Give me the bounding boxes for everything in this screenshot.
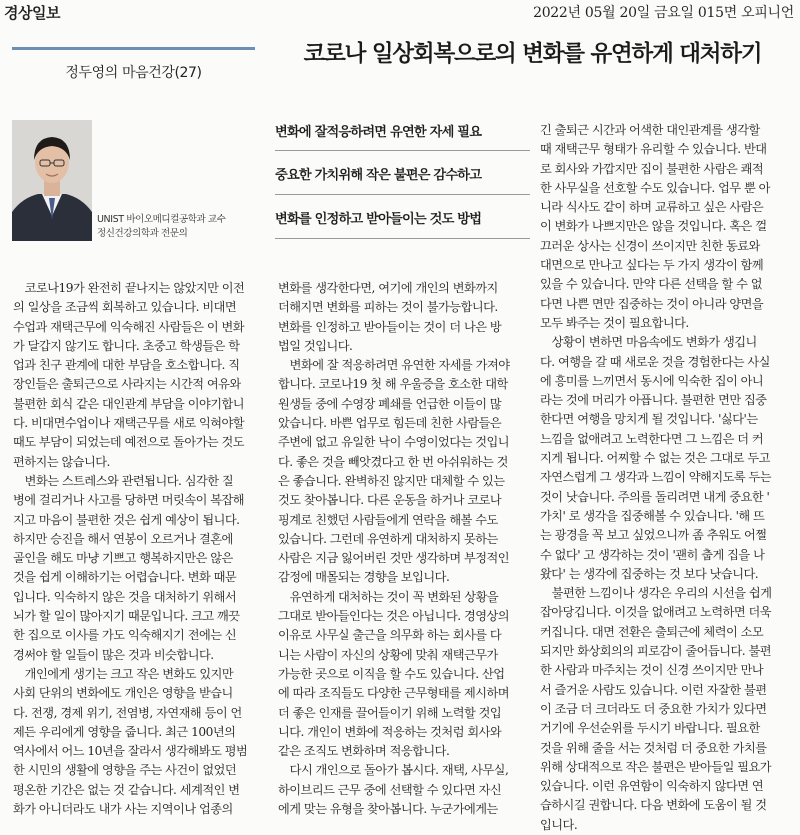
subheading-2: 중요한 가치위해 작은 불편은 감수하고 [275,168,482,183]
article-text-line: 가 달갑지 않기도 합니다. 초중고 학생들은 학 [13,338,240,353]
article-text-line: 장인들은 출퇴근으로 사라지는 시간적 여유와 [13,377,241,392]
subheading-divider [275,238,530,239]
article-text-line: 핑계로 친했던 사람들에게 연락을 해볼 수도 [278,512,498,527]
article-text-line: 았습니다. 바쁜 업무로 힘든데 친한 사람들은 [278,416,502,431]
article-text-line: 합니다. 코로나19 첫 해 우울증을 호소한 대학 [278,377,508,392]
article-text-line: 편하지는 않습니다. [13,454,110,469]
article-text-line: 한 집으로 이사를 가도 익숙해지기 전에는 신 [13,628,237,643]
article-text-line: 때도 부담이 되었는데 예전으로 돌아가는 것도 [13,435,245,450]
article-column-3 [540,121,793,835]
article-text-line: 것도 찾아봅니다. 다른 운동을 하거나 코로나 [278,493,502,508]
article-text-line: 한 사무실을 선호할 수도 있습니다. 업무 뿐 아 [540,180,770,195]
article-text-line: 그대로 받아들인다는 것은 아닙니다. 경영상의 [278,609,510,624]
article-text-line: 로 회사와 가깝지만 집이 불편한 사람은 쾌적 [540,161,764,176]
article-text-line: 지게 됩니다. 어찌할 수 없는 것은 그대로 두고 [540,451,770,466]
article-text-line: 이 조금 더 크더라도 더 중요한 가치가 있다면 [540,701,767,716]
article-text-line: 변화는 스트레스와 관련됩니다. 심각한 질 [13,473,234,488]
article-text-line: 개인에게 생기는 크고 작은 변화도 있지만 [13,666,234,681]
article-text-line: 하지만 승진을 해서 연봉이 오르거나 결혼에 [13,531,233,546]
article-text-line: 감정에 매몰되는 경향을 보입니다. [278,570,450,585]
article-text-line: 때 재택근무 형태가 유리할 수 있습니다. 반대 [540,142,767,157]
article-text-line: 에 따라 조직들도 다양한 근무형태를 제시하며 [278,686,510,701]
article-text-line: 입니다. 익숙하지 않은 것을 대처하기 위해서 [13,589,237,604]
column-title: 정두영의 마음건강(27) [65,65,202,81]
article-text-line: 이 변화가 나쁘지만은 않을 것입니다. 혹은 껄 [540,219,767,234]
article-text-line: 변화를 생각한다면, 여기에 개인의 변화까지 [278,281,498,295]
author-specialty: 정신건강의학과 전문의 [97,228,188,239]
article-text-line: 업과 친구 관계에 대한 부담을 호소합니다. 직 [13,358,240,373]
article-text-line: 습하시길 권합니다. 다음 변화에 도움이 될 것 [540,798,767,813]
article-text-line: 불편한 느낌이나 생각은 우리의 시선을 쉽게 [540,586,772,601]
article-text-line: 원생들 중에 수영장 폐쇄를 언급한 이들이 많 [278,396,502,411]
article-text-line: 유연하게 대처하는 것이 꼭 변화된 상황을 [278,589,499,604]
article-text-line: 변화를 인정하고 받아들이는 것이 더 나은 방 [278,319,502,334]
article-text-line: 긴 출퇴근 시간과 어색한 대인관계를 생각할 [540,123,760,137]
article-text-line: 상황이 변하면 마음속에도 변화가 생깁니 [540,335,757,350]
article-text-line: 하이브리드 근무 중에 선택할 수 있다면 자신 [278,782,502,797]
article-text-line: 다면 나쁜 면만 집중하는 것이 아니라 양면을 [540,296,764,311]
article-text-line: 평온한 기간은 없는 것 같습니다. 세계적인 변 [13,782,240,797]
article-text-line: 경써야 할 일들이 많은 것과 비슷합니다. [13,647,214,662]
article-text-line: 지고 마음이 불편한 것은 쉽게 예상이 됩니다. [13,512,240,527]
article-text-line: 법일 것입니다. [278,338,353,353]
article-text-line: 뇌가 할 일이 많아지기 때문입니다. 크고 깨끗 [13,609,240,624]
article-text-line: 이유로 사무실 출근을 의무화 하는 회사를 다 [278,628,502,643]
article-text-line: 것을 위해 줄을 서는 것처럼 더 중요한 가치를 [540,740,767,755]
article-text-line: 라는 것에 머리가 아픕니다. 불편한 면만 집중 [540,393,767,408]
author-photo [12,120,92,241]
article-text-line: 잡아당깁니다. 이것을 없애려고 노력하면 더욱 [540,605,772,620]
article-text-line: 화가 아니더라도 내가 사는 지역이나 업종의 [13,802,233,817]
article-text-line: 가능한 곳으로 이직을 할 수도 있습니다. 산업 [278,666,505,681]
article-text-line: 다. 전쟁, 경제 위기, 전염병, 자연재해 등이 언 [13,705,242,720]
article-text-line: 변화에 잘 적응하려면 유연한 자세를 가져야 [278,358,510,373]
article-text-line: 다. 여행을 갈 때 새로운 것을 경험한다는 사실 [540,354,770,369]
article-text-line: 사회 단위의 변화에도 개인은 영향을 받습니 [13,686,233,701]
article-text-line: 불편한 회식 같은 대인관계 부담을 이야기합니 [13,396,245,411]
author-portrait-image [12,120,92,241]
subheading-divider [275,150,530,151]
article-text-line: 서 즐거운 사람도 있습니다. 이런 자잘한 불편 [540,682,767,697]
article-text-line: 병에 걸리거나 사고를 당하면 머릿속이 복잡해 [13,493,245,508]
article-text-line: 위해 상대적으로 작은 불편은 받아들일 필요가 [540,759,772,774]
article-text-line: 다. 좋은 것을 빼앗겼다고 한 번 아쉬워하는 것 [278,454,508,469]
article-text-line: 있습니다. 이런 유연함이 익숙하지 않다면 연 [540,779,764,794]
article-text-line: 자연스럽게 그 생각과 느낌이 약해지도록 두는 [540,470,772,485]
article-text-line: 더해지면 변화를 피하는 것이 불가능합니다. [278,300,498,315]
article-text-line: 주변에 없고 유일한 낙이 수영이었다는 것입니 [278,435,510,450]
subheading-3: 변화를 인정하고 받아들이는 것도 방법 [275,212,482,227]
article-text-line: 있습니다. 그런데 유연하게 대처하지 못하는 [278,531,498,546]
article-text-line: 제든 우리에게 영향을 줍니다. 최근 100년의 [13,724,236,739]
article-text-line: 한 시민의 생활에 영향을 주는 사건이 없었던 [13,763,237,778]
article-text-line: 거기에 우선순위를 두시기 바랍니다. 필요한 [540,721,760,736]
article-text-line: 것이 낫습니다. 주의를 돌리려면 내게 중요한 ' [540,489,770,504]
article-text-line: 의 일상을 조금씩 회복하고 있습니다. 비대면 [13,300,237,315]
article-text-line: 가치' 로 생각을 집중해볼 수 있습니다. '해 뜨 [540,508,765,523]
article-text-line: 한 사람과 마주치는 것이 신경 쓰이지만 만나 [540,663,764,678]
dateline: 2022년 05월 20일 금요일 015면 오피니언 [533,5,794,21]
article-text-line: 끄러운 상사는 신경이 쓰이지만 친한 동료와 [540,238,760,253]
article-text-line: 커집니다. 대면 전환은 출퇴근에 체력이 소모 [540,624,764,639]
article-text-line: 한다면 여행을 망치게 될 것입니다. '싫다'는 [540,412,758,427]
article-text-line: 다. 비대면수업이나 재택근무를 새로 익혀야할 [13,416,245,431]
article-text-line: 코로나19가 완전히 끝나지는 않았지만 이전 [13,281,245,295]
article-text-line: 왔다' 는 생각에 집중하는 것 보다 낫습니다. [540,566,759,581]
article-text-line: 역사에서 어느 10년을 잘라서 생각해봐도 평범 [13,744,248,759]
article-text-line: 되지만 화상회의의 피로감이 줄어듭니다. 불편 [540,644,772,659]
article-text-line: 대면으로 만나고 싶다는 두 가지 생각이 함께 [540,258,764,273]
article-column-2 [278,279,527,819]
article-text-line: 는 광경을 꼭 보고 싶었으니까 좀 추워도 어쩔 [540,528,767,543]
article-text-line: 모두 봐주는 것이 필요합니다. [540,315,689,330]
article-text-line: 더 좋은 인재를 끌어들이기 위해 노력할 것입 [278,705,502,720]
article-text-line: 니는 사람이 자신의 상황에 맞춰 재택근무가 [278,647,498,662]
article-text-line: 에게 맞는 유형을 찾아봅니다. 누군가에게는 [278,802,498,817]
article-text-line: 입니다. [540,817,578,832]
article-text-line: 느낌을 없애려고 노력한다면 그 느낌은 더 커 [540,431,764,446]
column-title-rule [12,47,255,50]
article-text-line: 골인을 해도 마냥 기쁘고 행복하지만은 않은 [13,551,233,566]
article-headline: 코로나 일상회복으로의 변화를 유연하게 대처하기 [303,41,762,67]
article-text-line: 있을 수 있습니다. 만약 다른 선택을 할 수 없 [540,277,763,292]
subheading-divider [275,194,530,195]
author-affiliation: UNIST 바이오메디컬공학과 교수 [97,214,226,225]
author-credit [97,213,225,241]
article-column-1 [13,279,259,819]
article-text-line: 니다. 개인이 변화에 적응하는 것처럼 회사와 [278,724,502,739]
article-text-line: 니라 식사도 같이 하며 교류하고 싶은 사람은 [540,200,764,215]
article-text-line: 같은 조직도 변화하며 적응합니다. [278,744,450,759]
article-text-line: 것을 쉽게 이해하기는 어렵습니다. 변화 때문 [13,570,237,585]
subheading-1: 변화에 잘적응하려면 유연한 자세 필요 [275,125,482,140]
article-text-line: 수업과 재택근무에 익숙해진 사람들은 이 변화 [13,319,245,334]
article-text-line: 다시 개인으로 돌아가 봅시다. 재택, 사무실, [278,763,509,778]
article-text-line: 수 없다' 고 생각하는 것이 '괜히 춥게 집을 나 [540,547,765,562]
article-text-line: 사람은 지금 잃어버린 것만 생각하며 부정적인 [278,551,510,566]
article-text-line: 은 좋습니다. 완벽하진 않지만 대체할 수 있는 [278,473,505,488]
newspaper-masthead: 경상일보 [4,4,60,22]
article-text-line: 에 흥미를 느끼면서 동시에 익숙한 집이 아니 [540,373,764,388]
